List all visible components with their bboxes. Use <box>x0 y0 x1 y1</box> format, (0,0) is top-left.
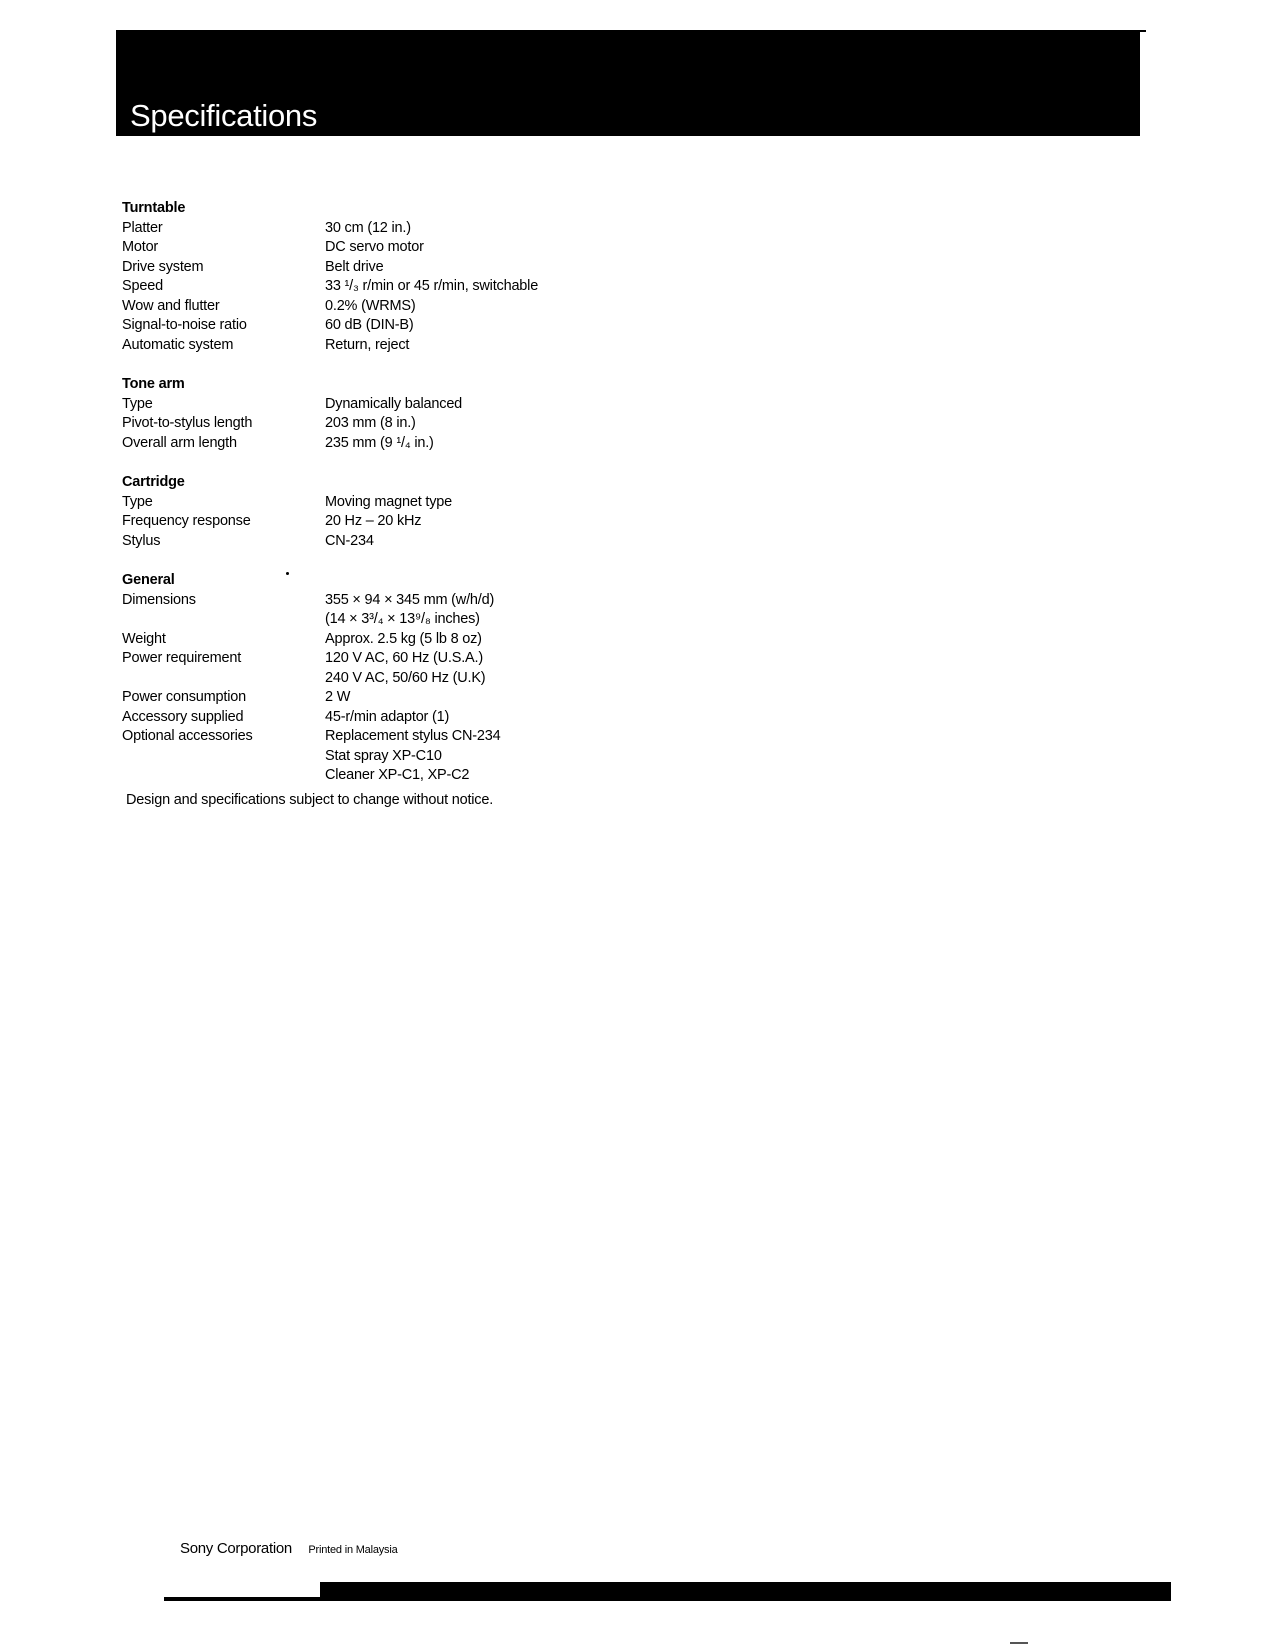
spec-label: Optional accessories <box>122 728 253 744</box>
spec-row-signal-to-noise <box>122 316 822 336</box>
section-title: General <box>122 572 175 588</box>
spec-label: Accessory supplied <box>122 708 244 725</box>
spec-row-type <box>122 395 822 415</box>
spec-value: CN-234 <box>325 532 374 549</box>
spec-label: Weight <box>122 630 166 647</box>
specifications-list <box>122 199 822 806</box>
footer-rule-thick <box>320 1582 1171 1601</box>
header-rule <box>116 30 1146 32</box>
footer <box>180 1540 398 1558</box>
spec-row-drive-system <box>122 258 822 278</box>
spec-row-wow-and-flutter <box>122 297 822 317</box>
spec-value: 203 mm (8 in.) <box>325 415 416 431</box>
section-tone-arm <box>122 375 822 453</box>
spec-label: Power requirement <box>122 650 242 666</box>
spec-row-speed <box>122 277 822 297</box>
spec-value: Moving magnet type <box>325 493 452 510</box>
spec-row-pivot-to-stylus <box>122 414 822 434</box>
spec-value: Stat spray XP-C10 <box>325 747 442 764</box>
disclaimer: Design and specifications subject to change without notice. <box>126 792 494 808</box>
spec-value: 240 V AC, 50/60 Hz (U.K) <box>325 669 486 686</box>
spec-label: Speed <box>122 278 163 294</box>
spec-label: Signal-to-noise ratio <box>122 317 247 333</box>
spec-label: Type <box>122 395 153 412</box>
section-turntable <box>122 199 822 355</box>
spec-value: DC servo motor <box>325 239 424 255</box>
spec-label: Stylus <box>122 532 161 549</box>
spec-row-overall-arm-length <box>122 434 822 454</box>
spec-row-stylus <box>122 532 822 552</box>
spec-row-power-requirement <box>122 649 822 688</box>
spec-value: 2 W <box>325 689 351 705</box>
spec-row-weight <box>122 630 822 650</box>
spec-label: Wow and flutter <box>122 297 220 314</box>
spec-label: Overall arm length <box>122 434 237 451</box>
spec-value: Return, reject <box>325 336 410 353</box>
spec-value: Dynamically balanced <box>325 395 463 412</box>
section-general <box>122 571 822 786</box>
spec-row-power-consumption <box>122 688 822 708</box>
spec-row-accessory-supplied <box>122 708 822 728</box>
spec-value: Replacement stylus CN-234 <box>325 728 501 744</box>
spec-label: Dimensions <box>122 591 196 608</box>
scan-speck <box>286 572 289 575</box>
footer-printed: Printed in Malaysia <box>308 1544 398 1556</box>
spec-label: Power consumption <box>122 689 246 705</box>
spec-label: Drive system <box>122 258 204 275</box>
footer-company: Sony Corporation <box>180 1540 292 1557</box>
section-title: Turntable <box>122 200 186 216</box>
spec-row-automatic-system <box>122 336 822 356</box>
scan-mark <box>1010 1642 1028 1644</box>
spec-value: Cleaner XP-C1, XP-C2 <box>325 767 470 783</box>
spec-label: Motor <box>122 239 159 255</box>
spec-value: 20 Hz – 20 kHz <box>325 513 422 529</box>
spec-row-motor <box>122 238 822 258</box>
spec-label: Frequency response <box>122 513 251 529</box>
spec-value: 30 cm (12 in.) <box>325 219 411 236</box>
section-cartridge <box>122 473 822 551</box>
spec-label: Platter <box>122 219 163 236</box>
spec-label: Pivot-to-stylus length <box>122 415 253 431</box>
spec-value: Belt drive <box>325 258 384 275</box>
page-title: Specifications <box>130 98 318 133</box>
spec-row-type <box>122 493 822 513</box>
spec-row-platter <box>122 219 822 239</box>
spec-value: 33 ¹/₃ r/min or 45 r/min, switchable <box>325 278 539 294</box>
spec-value: 60 dB (DIN-B) <box>325 317 414 333</box>
spec-value: 235 mm (9 ¹/₄ in.) <box>325 434 434 451</box>
section-title: Cartridge <box>122 474 185 490</box>
spec-value: 355 × 94 × 345 mm (w/h/d) <box>325 591 495 608</box>
spec-value: 120 V AC, 60 Hz (U.S.A.) <box>325 650 483 666</box>
spec-value: 45-r/min adaptor (1) <box>325 708 450 725</box>
spec-value: 0.2% (WRMS) <box>325 297 416 314</box>
spec-label: Automatic system <box>122 336 234 353</box>
spec-row-optional-accessories <box>122 727 822 786</box>
section-title: Tone arm <box>122 376 185 392</box>
spec-row-frequency-response <box>122 512 822 532</box>
spec-value: (14 × 3³/₄ × 13⁹/₈ inches) <box>325 611 480 627</box>
spec-label: Type <box>122 493 153 510</box>
spec-row-dimensions <box>122 591 822 630</box>
spec-value: Approx. 2.5 kg (5 lb 8 oz) <box>325 630 482 647</box>
